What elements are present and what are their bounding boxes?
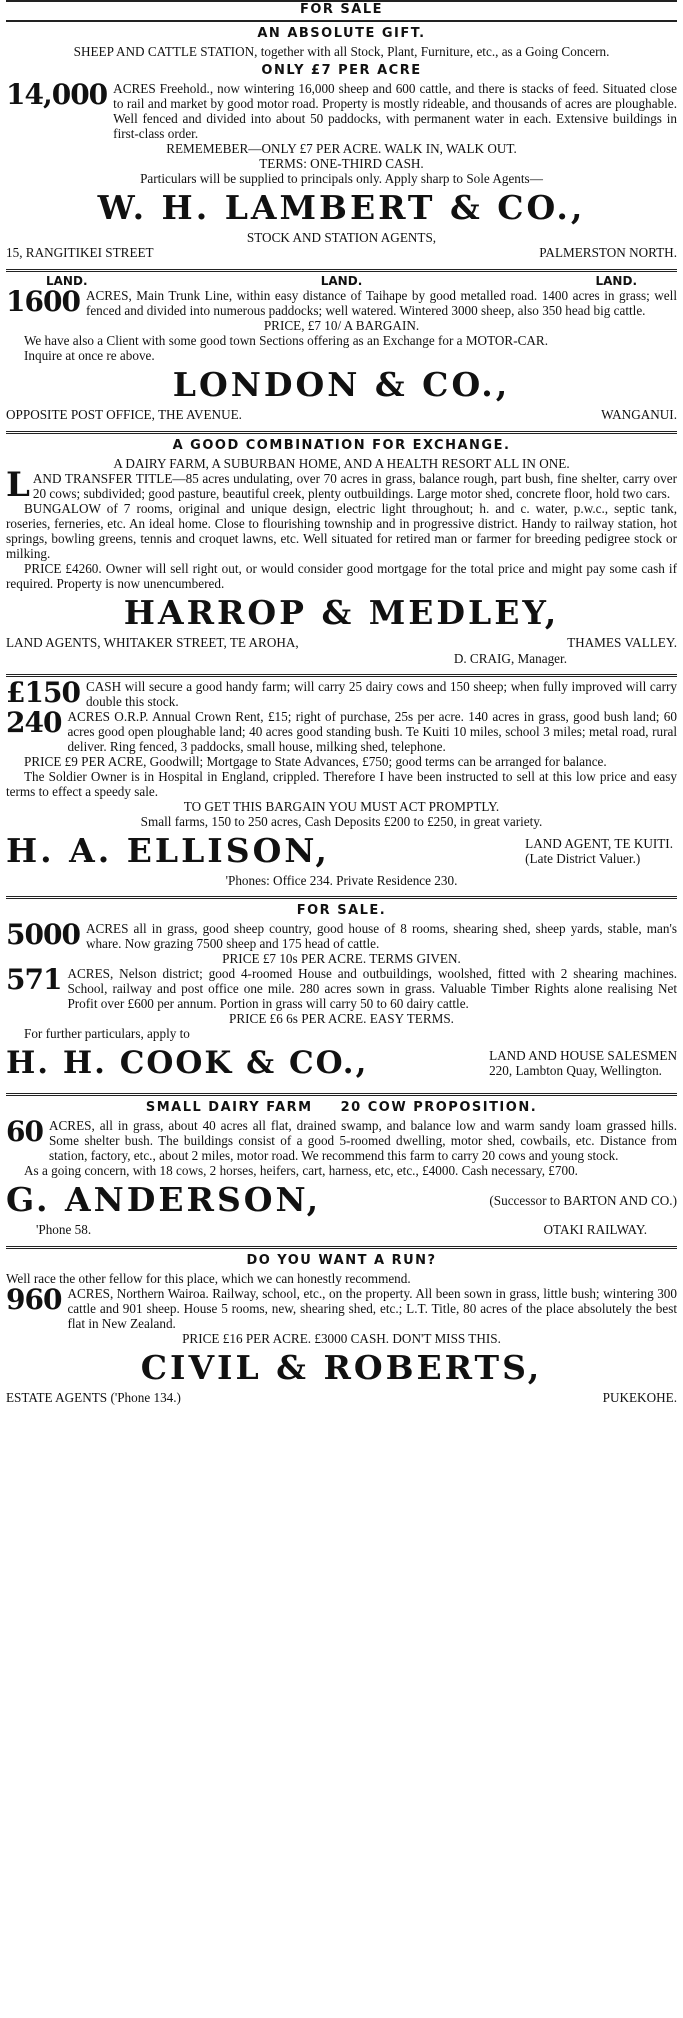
price-line: ONLY £7 PER ACRE xyxy=(261,63,422,78)
firm-row xyxy=(6,1178,677,1222)
price-line: PRICE, £7 10/ A BARGAIN. xyxy=(263,318,420,333)
land-heading: LAND. xyxy=(595,274,637,288)
drop-cap: L xyxy=(6,465,30,505)
rule xyxy=(6,896,677,899)
agent-block xyxy=(525,836,677,866)
firm-name: LONDON & CO., xyxy=(172,365,511,404)
ad-ellison xyxy=(6,676,677,890)
land-heading-row xyxy=(6,274,677,288)
address-left: ESTATE AGENTS ('Phone 134.) xyxy=(6,1390,181,1405)
client-line: We have also a Client with some good town Sections offering as an Exchange for a MOTOR-CAR. xyxy=(24,333,549,348)
soldier-line: The Soldier Owner is in Hospital in England, crippled. Therefore I have been instructed to sell at this low price and easy terms to effect a speedy sale. xyxy=(6,769,677,799)
further-line: For further particulars, apply to xyxy=(24,1026,190,1041)
acreage-number: 5000 xyxy=(6,918,80,951)
concern-line: As a going concern, with 18 cows, 2 horses, heifers, cart, harness, etc, etc., £4000. Cash necessary, £700. xyxy=(24,1163,578,1178)
ad-body: ACRES all in grass, good sheep country, good house of 8 rooms, shearing shed, sheep yards, stable, man's whare. Now grazing 7500 sheep and 175 head of cattle. xyxy=(85,921,677,951)
firm-name: H. H. COOK & CO., xyxy=(6,1045,369,1081)
cash-row xyxy=(6,676,677,709)
ad-body: ACRES, all in grass, about 40 acres all flat, drained swamp, and balance low and warm sandy loam grassed hills. Some shelter bush. The buildings consist of a good 5-roomed dwelling, motor shed, cowbails, etc. Distance from station, factory, etc., about 2 miles, motor road. We recommend this farm to carry 20 cows and young stock. xyxy=(48,1118,677,1163)
paragraph-text: AND TRANSFER TITLE—85 acres undulating, over 70 acres in grass, balance rough, part bush, fine shelter, carry over 20 cows; subdivided; good pasture, beautiful creek, plenty outbuildings. Large motor shed, concrete floor, hold two cars. xyxy=(32,471,677,501)
ad-london xyxy=(6,274,677,425)
ad-line: SHEEP AND CATTLE STATION, together with all Stock, Plant, Furniture, etc., as a Going Concern. xyxy=(73,44,610,59)
agent-line: LAND AGENT, TE KUITI. xyxy=(525,836,673,851)
railway-line: OTAKI RAILWAY. xyxy=(543,1222,647,1237)
ad-cook xyxy=(6,903,677,1087)
acreage-row xyxy=(6,1283,677,1331)
terms-line: TERMS: ONE-THIRD CASH. xyxy=(259,156,424,171)
acreage-row xyxy=(6,78,677,141)
small-farms-line: Small farms, 150 to 250 acres, Cash Deposits £200 to £250, in great variety. xyxy=(140,814,543,829)
ad-heading xyxy=(6,1100,677,1115)
ad-body: ACRES Freehold., now wintering 16,000 sheep and 600 cattle, and there is stacks of feed. Situated close to rail and market by good motor road. Property is mostly rideable, and thousands of acres are ploughable. Well fenced and divided into about 50 paddocks, with permanent water in each. Extensive buildings in first-class order. xyxy=(113,81,677,141)
particulars-line: Particulars will be supplied to principals only. Apply sharp to Sole Agents— xyxy=(140,171,543,186)
acreage-number: 960 xyxy=(6,1283,62,1316)
price-line: PRICE £7 10s PER ACRE. TERMS GIVEN. xyxy=(222,951,461,966)
address-row xyxy=(6,635,677,651)
phone-line: 'Phone 58. xyxy=(36,1222,92,1237)
ad-body: ACRES, Main Trunk Line, within easy distance of Taihape by good metalled road. 1400 acres in grass; well fenced and divided into numerous paddocks; well watered. Wintered 3000 sheep, also 350 head big cattle. xyxy=(85,288,677,318)
successor-line: (Successor to BARTON AND CO.) xyxy=(489,1192,677,1208)
acreage-row xyxy=(6,285,677,318)
ad-subheading: A DAIRY FARM, A SUBURBAN HOME, AND A HEALTH RESORT ALL IN ONE. xyxy=(113,456,570,471)
ad-paragraph: PRICE £4260. Owner will sell right out, or would consider good mortgage for the total price and might pay some cash if required. Property is now unencumbered. xyxy=(6,561,677,591)
address-right: THAMES VALLEY. xyxy=(567,635,677,650)
ad-harrop-medley xyxy=(6,438,677,668)
address-row xyxy=(6,407,677,423)
intro-line: Well race the other fellow for this place, which we can honestly recommend. xyxy=(6,1271,411,1286)
acreage-row xyxy=(6,963,677,1011)
firm-name: H. A. ELLISON, xyxy=(6,831,330,870)
ad-civil-roberts xyxy=(6,1253,677,1408)
acreage-number: 60 xyxy=(6,1115,43,1148)
agent-line: LAND AND HOUSE SALESMEN xyxy=(489,1048,677,1063)
address-left: OPPOSITE POST OFFICE, THE AVENUE. xyxy=(6,407,242,422)
ad-heading: A GOOD COMBINATION FOR EXCHANGE. xyxy=(172,438,511,453)
ad-paragraph xyxy=(6,465,677,505)
rule xyxy=(6,674,677,677)
bargain-line: TO GET THIS BARGAIN YOU MUST ACT PROMPTLY. xyxy=(183,799,500,814)
ad-body: CASH will secure a good handy farm; will carry 25 dairy cows and 150 sheep; when fully improved will carry double this stock. xyxy=(85,679,677,709)
firm-row xyxy=(6,829,677,873)
ad-heading: DO YOU WANT A RUN? xyxy=(246,1253,437,1268)
firm-name: G. ANDERSON, xyxy=(6,1180,322,1219)
acreage-number: 1600 xyxy=(6,285,80,318)
acreage-number: 240 xyxy=(6,706,62,739)
acreage-number: 571 xyxy=(6,963,62,996)
phones-line: 'Phones: Office 234. Private Residence 230. xyxy=(225,873,458,888)
firm-name: CIVIL & ROBERTS, xyxy=(140,1348,543,1387)
land-heading: LAND. xyxy=(46,274,88,288)
heading-left: SMALL DAIRY FARM xyxy=(145,1100,313,1115)
firm-name: W. H. LAMBERT & CO., xyxy=(97,188,586,227)
ad-lambert xyxy=(6,26,677,263)
ad-heading: AN ABSOLUTE GIFT. xyxy=(257,26,426,41)
price-line: PRICE £6 6s PER ACRE. EASY TERMS. xyxy=(229,1011,454,1026)
acreage-row xyxy=(6,1115,677,1163)
heading-right: 20 COW PROPOSITION. xyxy=(340,1100,538,1115)
agent-block xyxy=(489,1048,677,1078)
address-row xyxy=(6,245,677,261)
acreage-row xyxy=(6,706,677,754)
agent-line: (Late District Valuer.) xyxy=(525,851,641,866)
ad-heading: FOR SALE. xyxy=(296,903,387,918)
ad-paragraph: BUNGALOW of 7 rooms, original and unique design, electric light throughout; h. and c. water, p.w.c., septic tank, roseries, ferneries, etc. An ideal home. Close to flourishing township and in progressive district. Handy to railway station, hot springs, bowling greens, tennis and croquet lawns, etc. Well situated for retired man or farmer for breeding pedigree stock or milking. xyxy=(6,501,677,561)
phone-row xyxy=(6,1222,677,1238)
firm-name: HARROP & MEDLEY, xyxy=(123,593,560,632)
ad-body: ACRES, Northern Wairoa. Railway, school, etc., on the property. All been sown in grass, little bush; wintering 300 cattle and 901 sheep. House 5 rooms, new, shearing shed, etc.; L.T. Title, 80 acres of the place absolutely the best flat in New Zealand. xyxy=(67,1286,677,1331)
address-row xyxy=(6,1390,677,1406)
inquire-line: Inquire at once re above. xyxy=(24,348,155,363)
land-heading: LAND. xyxy=(320,274,363,288)
cash-number: £150 xyxy=(6,676,80,709)
agent-line: 220, Lambton Quay, Wellington. xyxy=(489,1063,662,1078)
address-right: PALMERSTON NORTH. xyxy=(539,245,677,260)
rule xyxy=(6,1093,677,1096)
rule xyxy=(6,269,677,272)
firm-subtitle: STOCK AND STATION AGENTS, xyxy=(246,230,437,245)
rule xyxy=(6,20,677,22)
price-line: PRICE £16 PER ACRE. £3000 CASH. DON'T MISS THIS. xyxy=(182,1331,501,1346)
price-line: PRICE £9 PER ACRE, Goodwill; Mortgage to State Advances, £750; good terms can be arranged for balance. xyxy=(24,754,607,769)
rule xyxy=(6,1246,677,1249)
acreage-number: 14,000 xyxy=(6,78,108,111)
firm-row xyxy=(6,1041,677,1085)
rule xyxy=(6,431,677,434)
remember-line: REMEMEBER—ONLY £7 PER ACRE. WALK IN, WALK OUT. xyxy=(166,141,517,156)
acreage-row xyxy=(6,918,677,951)
manager-line: D. CRAIG, Manager. xyxy=(453,651,567,666)
address-left: 15, RANGITIKEI STREET xyxy=(6,245,154,260)
section-header: FOR SALE xyxy=(299,2,384,17)
ad-body: ACRES O.R.P. Annual Crown Rent, £15; right of purchase, 25s per acre. 140 acres in grass, good bush land; 60 acres good open ploughable land; 40 acres good standing bush. Te Kuiti 10 miles, school 3 miles; metal road, rural deliver. Ring fenced, 3 paddocks, small house, milking shed, telephone. xyxy=(67,709,677,754)
address-left: LAND AGENTS, WHITAKER STREET, TE AROHA, xyxy=(6,635,299,650)
ad-anderson xyxy=(6,1100,677,1240)
ad-body: ACRES, Nelson district; good 4-roomed House and outbuildings, woolshed, fitted with 2 shearing machines. School, railway and post office one mile. 280 acres sown in grass. Valuable Timber Rights alone realising Net Profit over £600 per annum. Portion in grass will carry 50 to 60 dairy cattle. xyxy=(67,966,677,1011)
address-right: WANGANUI. xyxy=(601,407,677,422)
address-right: PUKEKOHE. xyxy=(602,1390,677,1405)
